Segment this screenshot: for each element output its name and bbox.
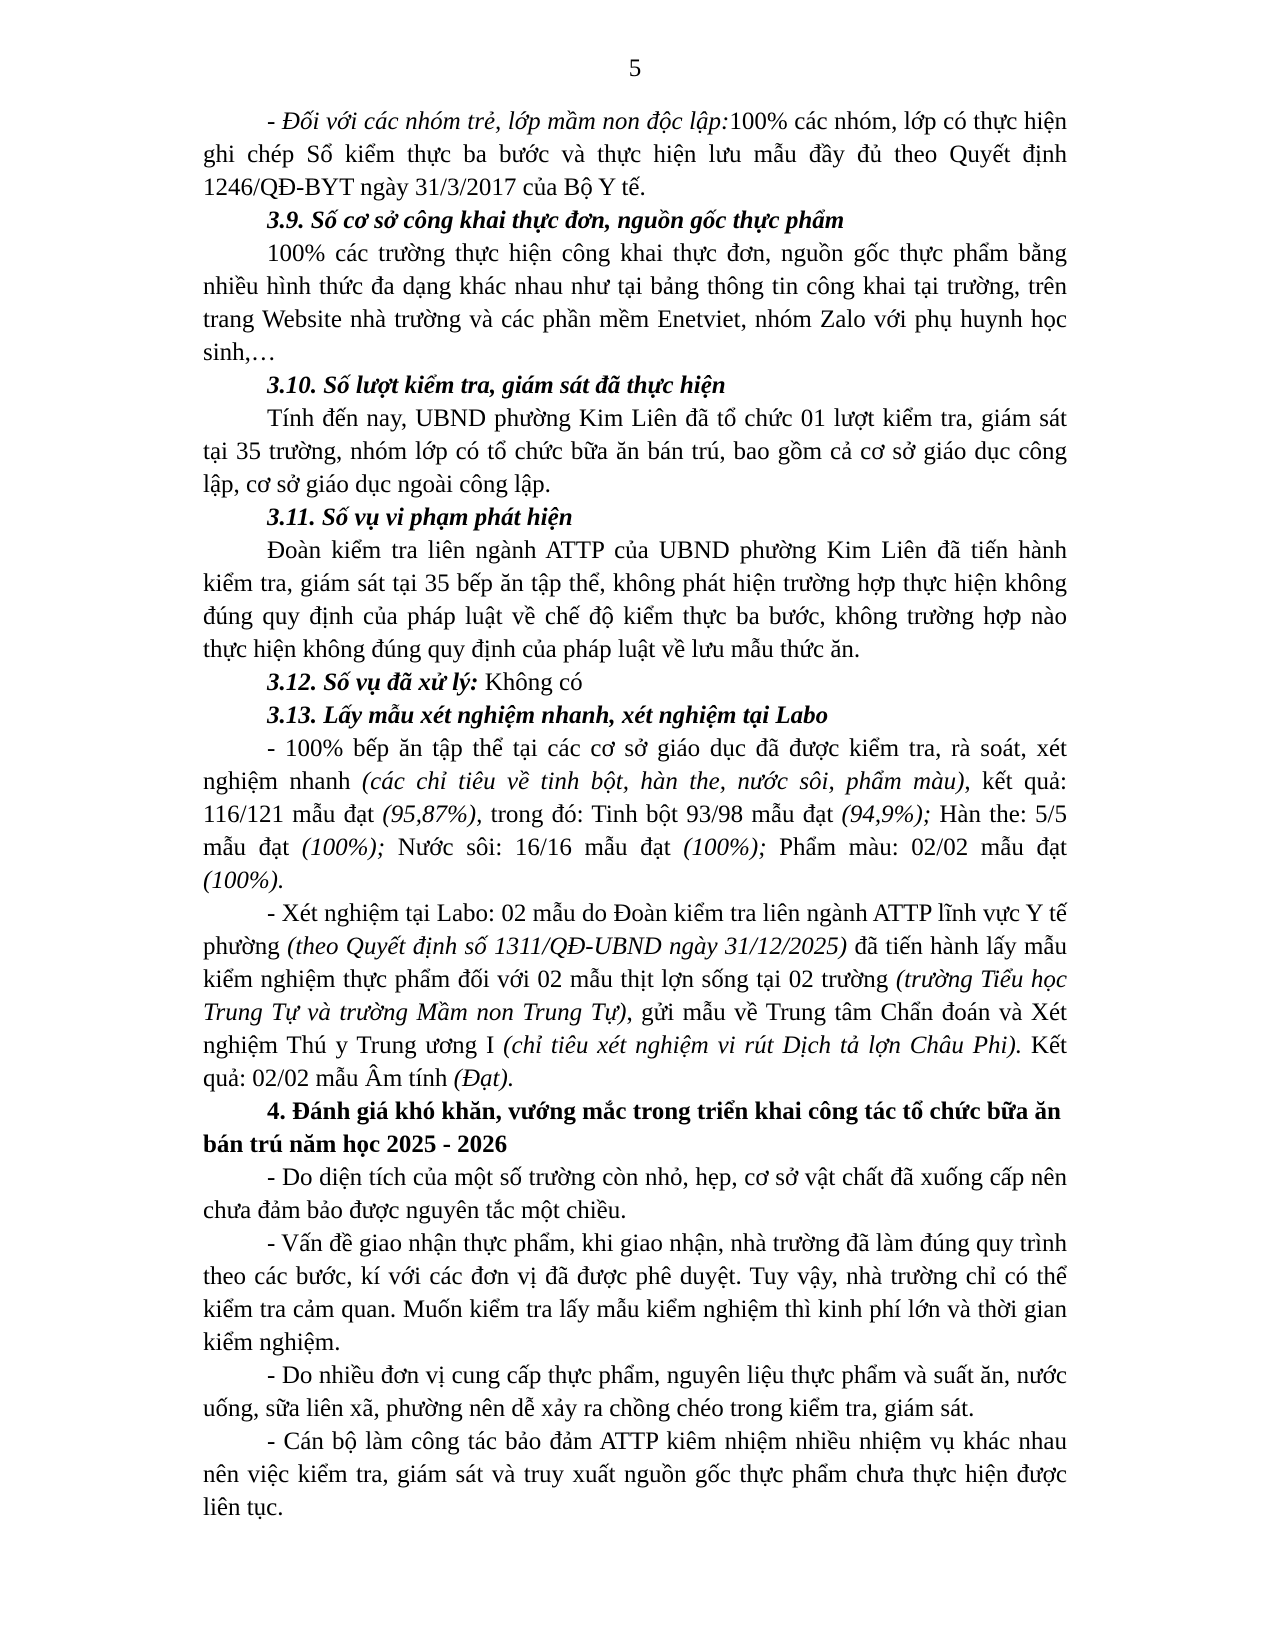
- italic-run: (95,87%),: [382, 801, 483, 828]
- heading-3-12: 3.12. Số vụ đã xử lý:: [267, 669, 479, 696]
- text-run: - Xét nghiệm tại Labo: 02 mẫu do Đoàn kiểm tra liên ngành ATTP lĩnh vực Y tế phường: [203, 900, 1067, 960]
- text-run: Hàn the: 5/5 mẫu đạt: [203, 801, 1067, 861]
- paragraph-3-10: Tính đến nay, UBND phường Kim Liên đã tổ chức 01 lượt kiểm tra, giám sát tại 35 trường, nhóm lớp có tổ chức bữa ăn bán trú, bao gồm cả cơ sở giáo dục công lập, cơ sở giáo dục ngoài công lập.: [203, 405, 1067, 498]
- italic-run: (94,9%);: [841, 801, 932, 828]
- heading-3-10: 3.10. Số lượt kiểm tra, giám sát đã thực hiện: [267, 372, 726, 399]
- italic-run: (100%).: [203, 867, 285, 894]
- body-text: Không có: [478, 669, 583, 696]
- paragraph-difficulty-1: - Do diện tích của một số trường còn nhỏ, hẹp, cơ sở vật chất đã xuống cấp nên chưa đảm bảo được nguyên tắc một chiều.: [203, 1164, 1067, 1224]
- heading-3-9: 3.9. Số cơ sở công khai thực đơn, nguồn gốc thực phẩm: [267, 207, 845, 234]
- lead-text: - Đối với các nhóm trẻ, lớp mầm non độc lập:: [267, 108, 730, 135]
- heading-4: 4. Đánh giá khó khăn, vướng mắc trong triển khai công tác tổ chức bữa ăn bán trú năm học 2025 - 2026: [203, 1098, 1061, 1158]
- text-run: Phẩm màu: 02/02 mẫu đạt: [766, 834, 1067, 861]
- paragraph-independent-preschool: [203, 105, 1067, 204]
- paragraph-difficulty-2: - Vấn đề giao nhận thực phẩm, khi giao nhận, nhà trường đã làm đúng quy trình theo các bước, kí với các đơn vị đã được phê duyệt. Tuy vậy, nhà trường chỉ có thể kiểm tra cảm quan. Muốn kiểm tra lấy mẫu kiểm nghiệm thì kinh phí lớn và thời gian kiểm nghiệm.: [203, 1230, 1067, 1356]
- paragraph-3-11: Đoàn kiểm tra liên ngành ATTP của UBND phường Kim Liên đã tiến hành kiểm tra, giám sát tại 35 bếp ăn tập thể, không phát hiện trường hợp thực hiện không đúng quy định của pháp luật về chế độ kiểm thực ba bước, không trường hợp nào thực hiện không đúng quy định của pháp luật về lưu mẫu thức ăn.: [203, 537, 1067, 663]
- italic-run: (các chỉ tiêu về tinh bột, hàn the, nước sôi, phẩm màu): [361, 768, 965, 795]
- paragraph-rapid-tests: [203, 732, 1067, 897]
- paragraph-difficulty-4: - Cán bộ làm công tác bảo đảm ATTP kiêm nhiệm nhiều nhiệm vụ khác nhau nên việc kiểm tra, giám sát và truy xuất nguồn gốc thực phẩm chưa thực hiện được liên tục.: [203, 1428, 1067, 1521]
- text-run: Nước sôi: 16/16 mẫu đạt: [385, 834, 684, 861]
- text-run: Kết quả: 02/02 mẫu Âm tính: [203, 1032, 1067, 1092]
- document-page: [203, 55, 1067, 1524]
- paragraph-labo-tests: [203, 897, 1067, 1095]
- italic-run: (100%);: [301, 834, 386, 861]
- italic-run: (theo Quyết định số 1311/QĐ-UBND ngày 31/12/2025): [287, 933, 848, 960]
- text-run: - 100% bếp ăn tập thể tại các cơ sở giáo dục đã được kiểm tra, rà soát, xét nghiệm nhanh: [203, 735, 1067, 795]
- italic-run: (trường Tiểu học Trung Tự và trường Mầm non Trung Tự): [203, 966, 1067, 1026]
- paragraph-difficulty-3: - Do nhiều đơn vị cung cấp thực phẩm, nguyên liệu thực phẩm và suất ăn, nước uống, sữa liên xã, phường nên dễ xảy ra chồng chéo trong kiểm tra, giám sát.: [203, 1362, 1067, 1422]
- heading-3-11: 3.11. Số vụ vi phạm phát hiện: [267, 504, 573, 531]
- text-run: , gửi mẫu về Trung tâm Chẩn đoán và Xét nghiệm Thú y Trung ương I: [203, 999, 1067, 1059]
- italic-run: (chỉ tiêu xét nghiệm vi rút Dịch tả lợn Châu Phi).: [503, 1032, 1023, 1059]
- body-text: 100% các nhóm, lớp có thực hiện ghi chép Sổ kiểm thực ba bước và thực hiện lưu mẫu đầy đủ theo Quyết định 1246/QĐ-BYT ngày 31/3/2017 của Bộ Y tế.: [203, 108, 1067, 201]
- page-number: 5: [628, 55, 642, 82]
- text-run: trong đó: Tinh bột 93/98 mẫu đạt: [482, 801, 842, 828]
- italic-run: (Đạt).: [453, 1065, 515, 1092]
- italic-run: (100%);: [683, 834, 767, 861]
- text-run: , kết quả: 116/121 mẫu đạt: [203, 768, 1067, 828]
- heading-3-13: 3.13. Lấy mẫu xét nghiệm nhanh, xét nghiệm tại Labo: [267, 702, 829, 729]
- paragraph-3-9: 100% các trường thực hiện công khai thực đơn, nguồn gốc thực phẩm bằng nhiều hình thức đa dạng khác nhau như tại bảng thông tin công khai tại trường, trên trang Website nhà trường và các phần mềm Enetviet, nhóm Zalo với phụ huynh học sinh,…: [203, 240, 1067, 366]
- paragraph-3-12: [203, 666, 1067, 699]
- text-run: đã tiến hành lấy mẫu kiểm nghiệm thực phẩm đối với 02 mẫu thịt lợn sống tại 02 trường: [203, 933, 1067, 993]
